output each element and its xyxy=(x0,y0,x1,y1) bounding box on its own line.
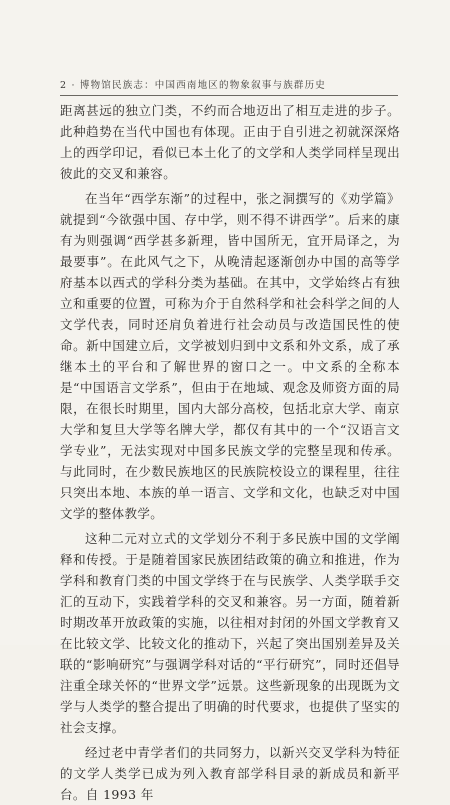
paragraph-4: 经过老中青学者们的共同努力，以新兴交叉学科为特征的文学人类学已成为列入教育部学科目录的新成员和新平台。自 1993 年 xyxy=(60,745,400,802)
paragraph-2: 在当年“西学东渐”的过程中，张之洞撰写的《劝学篇》就提到“今欲强中国、存中学，则不得不讲西学”。后来的康有为则强调“西学甚多新理，皆中国所无，宜开局译之，为最要事”。在此风气之下，从晚清起逐渐创办中国的高等学府基本以西式的学科分类为基础。在其中，文学始终占有独立和重要的位置，可称为介于自然科学和社会科学之间的人文学代表，同时还肩负着进行社会动员与改造国民性的使命。新中国建立后，文学被划归到中文系和外文系，成了承继本土的平台和了解世界的窗口之一。中文系的全称本是“中国语言文学系”，但由于在地域、观念及师资方面的局限，在很长时期里，国内大部分高校，包括北京大学、南京大学和复旦大学等名牌大学，都仅有其中的一个“汉语言文学专业”，无法实现对中国多民族文学的完整呈现和传承。与此同时，在少数民族地区的民族院校设立的课程里，往往只突出本地、本族的单一语言、文学和文化，也缺乏对中国文学的整体教学。 xyxy=(60,191,400,521)
header-rule xyxy=(60,95,398,96)
body-text xyxy=(60,100,400,805)
running-header: 2 · 博物馆民族志：中国西南地区的物象叙事与族群历史 xyxy=(60,80,327,91)
paragraph-3: 这种二元对立式的文学划分不利于多民族中国的文学阐释和传授。于是随着国家民族团结政策的确立和推进，作为学科和教育门类的中国文学终于在与民族学、人类学联手交汇的互动下，实践着学科的交叉和兼容。另一方面，随着新时期改革开放政策的实施，以往相对封闭的外国文学教育又在比较文学、比较文化的推动下，兴起了突出国别差异及关联的“影响研究”与强调学科对话的“平行研究”，同时还倡导注重全球关怀的“世界文学”远景。这些新现象的出现既为文学与人类学的整合提出了明确的时代要求，也提供了坚实的社会支撑。 xyxy=(60,531,400,735)
paragraph-1: 距离甚远的独立门类，不约而合地迈出了相互走进的步子。此种趋势在当代中国也有体现。正由于自引进之初就深深烙上的西学印记，看似已本土化了的文学和人类学同样呈现出彼此的交叉和兼容。 xyxy=(60,103,400,181)
